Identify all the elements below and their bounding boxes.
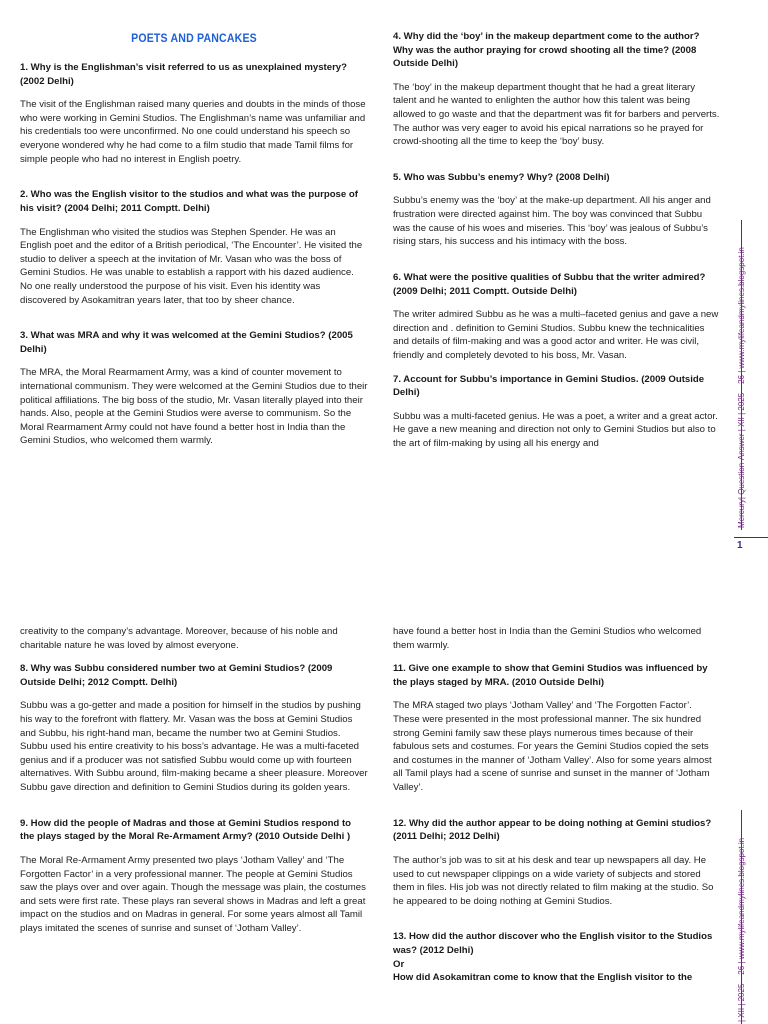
column-2 — [393, 30, 721, 461]
question-1: 1. Why is the Englishman’s visit referred to us as unexplained mystery? (2002 Delhi) — [20, 62, 347, 87]
answer-4: The ‘boy’ in the makeup department thought that he had a great literary talent and he wanted to enlighten the author how this talent was being allowed to go waste and that the department was fit for barbers and perverts. The author was very eager to avoid his epical narrations so he prayed for crowd-shooting all the time to keep the ‘boy’ busy. — [393, 81, 720, 148]
sidebar-footer-2: | XII | 2025 – 26 | www.mylifeandmylines.blogspot.in — [737, 837, 746, 1022]
answer-11: The MRA staged two plays ‘Jotham Valley’ and ‘The Forgotten Factor’. These were presented in the most professional manner. The six hundred strong Gemini family saw these plays numerous times because of their fabulous sets and costumes. For years the Gemini Studios copied the sets and costumes in the manner of ‘Jotham Valley’. Also for some years almost all Tamil plays had a scene of sunrise and sunset in the manner of ‘Jotham Valley’. — [393, 700, 712, 794]
question-12: 12. Why did the author appear to be doing nothing at Gemini studios? (2011 Delhi; 2012 Delhi) — [393, 817, 712, 843]
answer-12: The author’s job was to sit at his desk and tear up newspapers all day. He used to cut newspaper clippings on a wide variety of subjects and stored them in files. His job was not directly related to film making at the studio. So he appeared to be doing nothing at Gemini Studios. — [393, 854, 714, 907]
answer-5: Subbu’s enemy was the ‘boy’ at the make-up department. All his anger and frustration were directed against him. The boy was convinced that Subbu was the cause of his woes and miseries. This ‘boy’ was jealous of Subbu’s rising stars, his success and his intimacy with the boss. — [393, 195, 711, 248]
page-number: 1 — [737, 540, 743, 551]
answer-10-continued: have found a better host in India than the Gemini Studios who welcomed them warmly. — [393, 626, 702, 651]
question-8: 8. Why was Subbu considered number two at Gemini Studios? (2009 Outside Delhi; 2012 Comptt. Delhi) — [20, 663, 333, 688]
answer-9: The Moral Re-Armament Army presented two plays ‘Jotham Valley’ and ‘The Forgotten Factor’ in a very professional manner. The people at Gemini Studios saw the plays over and over again. Though the message was plain, the costumes and sets were first rate. These plays ran several shows in Madras and left a great impact on the studios and on Madras in general. For some years almost all Tamil plays imitated the scenes of sunrise and sunset of ‘Jotham Valley’. — [20, 854, 366, 934]
question-3: 3. What was MRA and why it was welcomed at the Gemini Studios? (2005 Delhi) — [20, 330, 353, 355]
question-6: 6. What were the positive qualities of Subbu that the writer admired? (2009 Delhi; 2011 Comptt. Outside Delhi) — [393, 271, 706, 297]
question-11: 11. Give one example to show that Gemini Studios was influenced by the plays staged by MRA. (2010 Outside Delhi) — [393, 663, 708, 688]
sidebar-footer-1: Mercury| Question-Answer | XII | 2025 – 26 | www.mylifeandmylines.blogspot.in — [737, 247, 746, 528]
question-13: 13. How did the author discover who the English visitor to the Studios was? (2012 Delhi) — [393, 931, 713, 956]
question-2: 2. Who was the English visitor to the studios and what was the purpose of his visit? (2004 Delhi; 2011 Comptt. Delhi) — [20, 189, 358, 214]
page-separator-rule — [734, 537, 768, 538]
question-4: 4. Why did the ‘boy’ in the makeup department come to the author? Why was the author praying for crowd shooting all the time? (2008 Outside Delhi) — [393, 31, 700, 70]
answer-1: The visit of the Englishman raised many queries and doubts in the minds of those who were working in Gemini Studios. The Englishman’s name was unfamiliar and his credentials too were unconfirmed. No one could understand his speech so everyone wondered why he had come to a film studio that made Tamil films for simple people who had no interest in English poetry. — [20, 99, 366, 165]
question-9: 9. How did the people of Madras and those at Gemini Studios respond to the plays staged by the Moral Re-Armament Army? (2010 Outside Delhi ) — [20, 817, 352, 843]
column-4 — [393, 625, 721, 995]
question-7: 7. Account for Subbu’s importance in Gemini Studios. (2009 Outside Delhi) — [393, 373, 705, 399]
answer-7: Subbu was a multi-faceted genius. He was a poet, a writer and a great actor. He gave a new meaning and direction not only to Gemini Studios but also to the art of film-making by using all his energy and — [393, 410, 718, 450]
question-13-alt: How did Asokamitran come to know that the English visitor to the — [393, 972, 693, 984]
answer-2: The Englishman who visited the studios was Stephen Spender. He was an English poet and the editor of a British periodical, ‘The Encounter’. He visited the studio to deliver a speech at the invitation of Mr. Vasan who was the boss of Gemini Studios. He was unable to establish a rapport with his dazed audience. No one really understood the purpose of his visit. Even his identity was discovered by Asokamitran years later, that too by sheer chance. — [20, 226, 363, 306]
answer-8: Subbu was a go-getter and made a position for himself in the studios by pushing his way to the forefront with flattery. Mr. Vasan was the boss at Gemini Studios and Subbu, his right-hand man, became the number two at Gemini Studios. Subbu used his entire creativity to his boss’s advantage. He was a multi-faceted genius and if a producer was not satisfied Subbu would come up with fourteen alternatives. With Subbu around, film-making became a sheer pleasure. Moreover Subbu gave direction and definition to Gemini Studios during its golden years. — [20, 700, 368, 794]
column-1 — [20, 30, 368, 458]
question-13-or: Or — [393, 958, 405, 970]
question-5: 5. Who was Subbu’s enemy? Why? (2008 Delhi) — [393, 171, 610, 183]
answer-6: The writer admired Subbu as he was a multi–faceted genius and gave a new direction and . definition to Gemini Studios. Subbu knew the technicalities and details of film-making and was a good actor and writer. He was civil, friendly and completely devoted to his boss, Mr. Vasan. — [393, 309, 719, 361]
page-title: POETS AND PANCAKES — [131, 31, 257, 45]
answer-7-continued: creativity to the company’s advantage. Moreover, because of his noble and charitable nature he was loved by almost everyone. — [20, 626, 338, 651]
column-3 — [20, 625, 368, 946]
answer-3: The MRA, the Moral Rearmament Army, was a kind of counter movement to international communism. They were welcomed at the Gemini Studios due to their political affiliations. The big boss of the studio, Mr. Vasan literally played into their hands. Also, people at the Gemini Studios were averse to communism. So the Moral Rearmament Army could not have found a better host in India than the Gemini Studios, who welcomed them warmly. — [20, 367, 368, 447]
